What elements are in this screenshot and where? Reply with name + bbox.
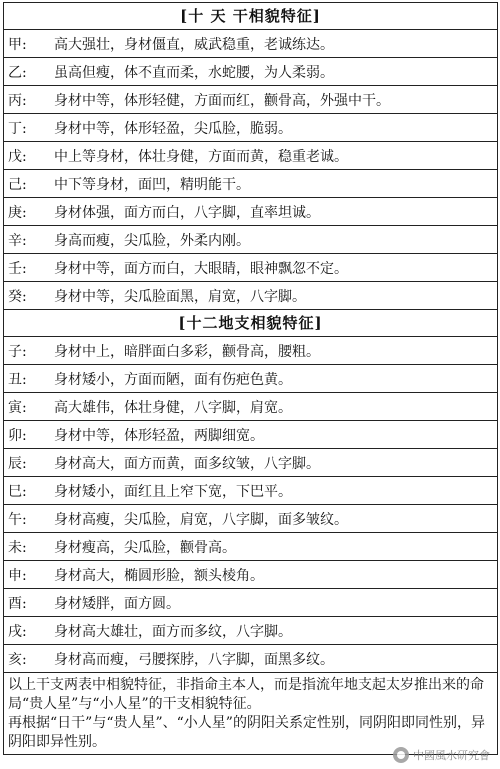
stem-description: 身材中等，尖瓜脸面黑，肩宽，八字脚。 [54, 288, 306, 305]
stem-row [4, 198, 497, 226]
stem-key: 庚: [8, 204, 27, 221]
branch-key: 丑: [8, 371, 27, 388]
stem-row [4, 226, 497, 254]
branch-key: 子: [8, 343, 27, 360]
wechat-logo-icon [393, 747, 409, 763]
stem-row [4, 58, 497, 86]
stem-key: 丁: [8, 120, 27, 137]
stem-row [4, 30, 497, 58]
branch-key: 未: [8, 539, 27, 556]
branch-description: 身材高而瘦，弓腰探脖，八字脚，面黑多纹。 [54, 651, 334, 668]
branch-row [4, 477, 497, 505]
branches-section-title: [十二地支相貌特征] [4, 310, 497, 337]
branch-row [4, 337, 497, 365]
branch-key: 申: [8, 567, 27, 584]
stem-key: 辛: [8, 232, 27, 249]
stem-description: 身材中等，体形轻健，方面而红，颧骨高，外强中干。 [54, 92, 390, 109]
branch-row [4, 393, 497, 421]
footnote [4, 673, 497, 754]
stem-description: 中下等身材，面凹，精明能干。 [54, 176, 250, 193]
stem-row [4, 254, 497, 282]
branch-description: 身材瘦高，尖瓜脸，颧骨高。 [54, 539, 236, 556]
stem-key: 乙: [8, 64, 27, 81]
stem-description: 身材中等，面方而白，大眼睛，眼神飘忽不定。 [54, 260, 348, 277]
branch-description: 身材中等，体形轻盈，两脚细宽。 [54, 427, 264, 444]
stem-row [4, 142, 497, 170]
branch-row [4, 561, 497, 589]
branch-key: 酉: [8, 595, 27, 612]
stem-description: 身高而瘦，尖瓜脸，外柔内刚。 [54, 232, 250, 249]
stems-rows [4, 30, 497, 310]
stem-key: 戊: [8, 148, 27, 165]
branch-row [4, 449, 497, 477]
branch-description: 身材高大，面方而黄，面多纹皱，八字脚。 [54, 455, 320, 472]
footnote-line-1: 以上干支两表中相貌特征，非指命主本人，而是指流年地支起太岁推出来的命局“贵人星”与“小人星”的干支相貌特征。 [8, 677, 484, 712]
branch-row [4, 645, 497, 673]
stem-description: 虽高但瘦，体不直而柔，水蛇腰，为人柔弱。 [54, 64, 334, 81]
stems-section-title: [十 天 干相貌特征] [4, 3, 497, 30]
branch-description: 高大雄伟，体壮身健，八字脚，肩宽。 [54, 399, 292, 416]
branch-description: 身材矮小，方面而陋，面有伤疤色黄。 [54, 371, 292, 388]
branch-row [4, 505, 497, 533]
branch-description: 身材矮胖，面方圆。 [54, 595, 180, 612]
branch-description: 身材高大，椭圆形脸，额头棱角。 [54, 567, 264, 584]
branch-description: 身材高大雄壮，面方而多纹，八字脚。 [54, 623, 292, 640]
branch-row [4, 617, 497, 645]
feature-table [3, 2, 498, 755]
stem-key: 癸: [8, 288, 27, 305]
branch-row [4, 533, 497, 561]
footnote-line-2: 再根据“日干”与“贵人星”、“小人星”的阴阳关系定性别，同阴阳即同性别，异阴阳即异性别。 [8, 715, 485, 750]
branch-key: 戌: [8, 623, 27, 640]
stem-key: 丙: [8, 92, 27, 109]
branch-description: 身材矮小，面红且上窄下宽，下巴平。 [54, 483, 292, 500]
stem-key: 甲: [8, 36, 27, 53]
stem-description: 高大强壮，身材僵直，威武稳重，老诚练达。 [54, 36, 334, 53]
stem-description: 身材中等，体形轻盈，尖瓜脸，脆弱。 [54, 120, 292, 137]
branch-row [4, 421, 497, 449]
branch-description: 身材高瘦，尖瓜脸，肩宽，八字脚，面多皱纹。 [54, 511, 348, 528]
branches-rows [4, 337, 497, 673]
stem-description: 身材体强，面方而白，八字脚，直率坦诚。 [54, 204, 320, 221]
watermark [393, 747, 490, 763]
branch-key: 午: [8, 511, 27, 528]
stem-row [4, 282, 497, 310]
branch-key: 亥: [8, 651, 27, 668]
branch-key: 寅: [8, 399, 27, 416]
stem-row [4, 170, 497, 198]
branch-key: 辰: [8, 455, 27, 472]
branch-key: 卯: [8, 427, 27, 444]
stem-key: 壬: [8, 260, 27, 277]
watermark-text: 中國風水研究會 [413, 749, 490, 762]
stem-description: 中上等身材，体壮身健，方面而黄，稳重老诚。 [54, 148, 348, 165]
branch-row [4, 589, 497, 617]
branch-row [4, 365, 497, 393]
branch-description: 身材中上，暗胖面白多彩，颧骨高，腰粗。 [54, 343, 320, 360]
stem-row [4, 86, 497, 114]
branch-key: 巳: [8, 483, 27, 500]
stem-row [4, 114, 497, 142]
stem-key: 己: [8, 176, 27, 193]
